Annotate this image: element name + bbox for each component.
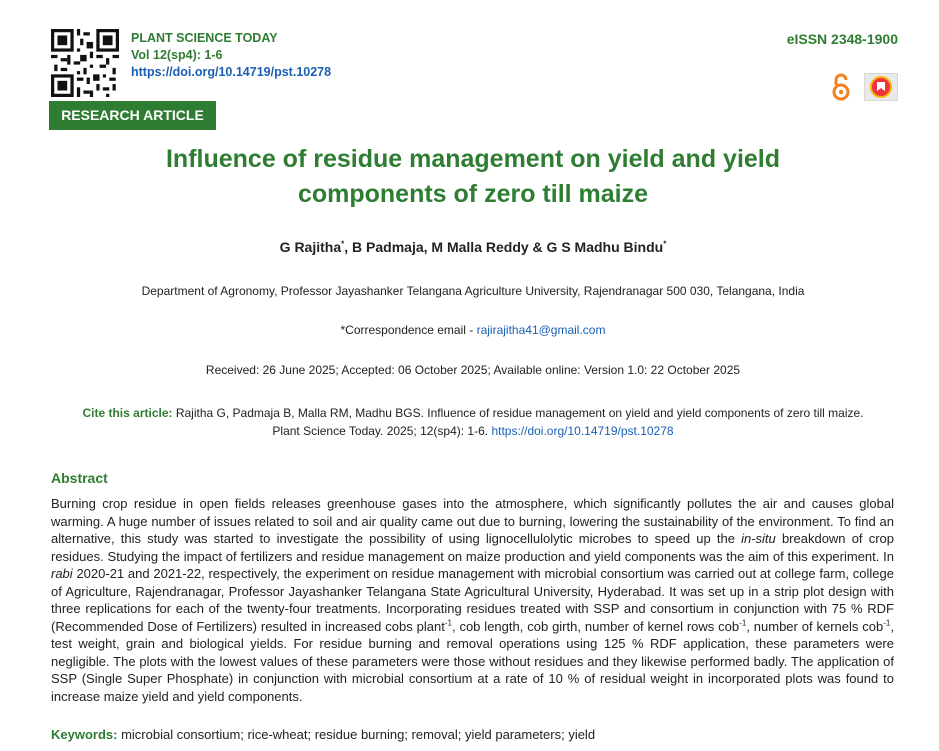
abstract-italic-term: rabi xyxy=(51,566,73,581)
author-1: G Rajitha xyxy=(279,239,342,255)
affiliation: Department of Agronomy, Professor Jayashanker Telangana Agriculture University, Rajendranagar 500 030, Telangana, India xyxy=(141,284,805,298)
author-4-mark: * xyxy=(663,239,667,249)
article-dates: Received: 26 June 2025; Accepted: 06 October 2025; Available online: Version 1.0: 22 October 2025 xyxy=(205,363,741,377)
other-authors: , B Padmaja, M Malla Reddy & G S Madhu Bindu xyxy=(344,239,664,255)
keywords-label: Keywords: xyxy=(51,727,118,742)
abstract-text: , number of kernels cob xyxy=(746,618,884,634)
journal-header xyxy=(131,30,331,81)
correspondence-label: *Correspondence email - xyxy=(340,323,477,337)
journal-volume: Vol 12(sp4): 1-6 xyxy=(131,48,223,62)
abstract-text: breakdown of crop residues. Studying the impact of fertilizers and residue management on maize production and yield components was the aim of this experiment. In xyxy=(51,531,894,564)
title-line-2: components of zero till maize xyxy=(297,180,649,208)
citation-text-2: Plant Science Today. 2025; 12(sp4): 1-6. xyxy=(272,424,492,438)
authors xyxy=(0,239,939,255)
keywords-text: microbial consortium; rice-wheat; residue burning; removal; yield parameters; yield xyxy=(117,727,596,742)
correspondence xyxy=(0,323,939,337)
crossmark-icon[interactable] xyxy=(864,73,898,101)
abstract-text: , cob length, cob girth, number of kernel rows cob xyxy=(451,618,740,634)
superscript: -1 xyxy=(883,618,891,628)
article-type-badge: RESEARCH ARTICLE xyxy=(49,101,216,130)
superscript: -1 xyxy=(444,618,452,628)
citation-doi-link[interactable]: https://doi.org/10.14719/pst.10278 xyxy=(491,424,674,438)
citation-text: Rajitha G, Padmaja B, Malla RM, Madhu BGS. Influence of residue management on yield and yield components of zero till maize. xyxy=(172,406,864,420)
citation xyxy=(40,404,906,440)
open-access-icon[interactable] xyxy=(828,73,854,101)
citation-label: Cite this article: xyxy=(82,406,173,420)
superscript: -1 xyxy=(739,618,747,628)
qr-code xyxy=(51,29,119,97)
article-title xyxy=(0,142,939,212)
abstract-italic-term: in-situ xyxy=(741,531,776,546)
journal-doi-link[interactable]: https://doi.org/10.14719/pst.10278 xyxy=(131,65,332,79)
journal-name: PLANT SCIENCE TODAY xyxy=(131,31,278,45)
eissn: eISSN 2348-1900 xyxy=(786,31,898,47)
correspondence-email[interactable]: rajirajitha41@gmail.com xyxy=(476,323,606,337)
abstract-heading: Abstract xyxy=(51,470,108,486)
keywords xyxy=(51,727,595,742)
abstract-text: 2020-21 and 2021-22, respectively, the experiment on residue management with microbial consortium was carried out at college farm, college of Agriculture, Rajendranagar, Professor Jayashanker Telangana State Agricultural University, Hyderabad. It was set up in a strip plot design with three replications for each of the twenty-four treatments. Incorporating residues treated with SSP and consortium in conjunction with 75 % RDF (Recommended Dose of Fertilizers) resulted in increased cobs plant xyxy=(51,566,894,634)
abstract-text: , test weight, grain and biological yields. For residue burning and removal operations using 125 % RDF application, these parameters were negligible. The plots with the lowest values of these parameters were those without residues and they likewise performed badly. The application of SSP (Single Super Phosphate) in conjunction with microbial consortium at a rate of 10 % of residual weight in incorporated plots was found to increase maize yield and yield components. xyxy=(51,618,894,704)
author-1-mark: * xyxy=(341,239,345,249)
title-line-1: Influence of residue management on yield and yield xyxy=(165,145,781,173)
abstract-body xyxy=(51,495,894,705)
abstract-text: Burning crop residue in open fields releases greenhouse gases into the atmosphere, which significantly pollutes the air and causes global warming. A huge number of issues related to soil and air quality came out due to burning, lowering the sustainability of the environment. To find an alternative, this study was started to investigate the possibility of using lignocellulolytic microbes to speed up the xyxy=(51,496,894,546)
